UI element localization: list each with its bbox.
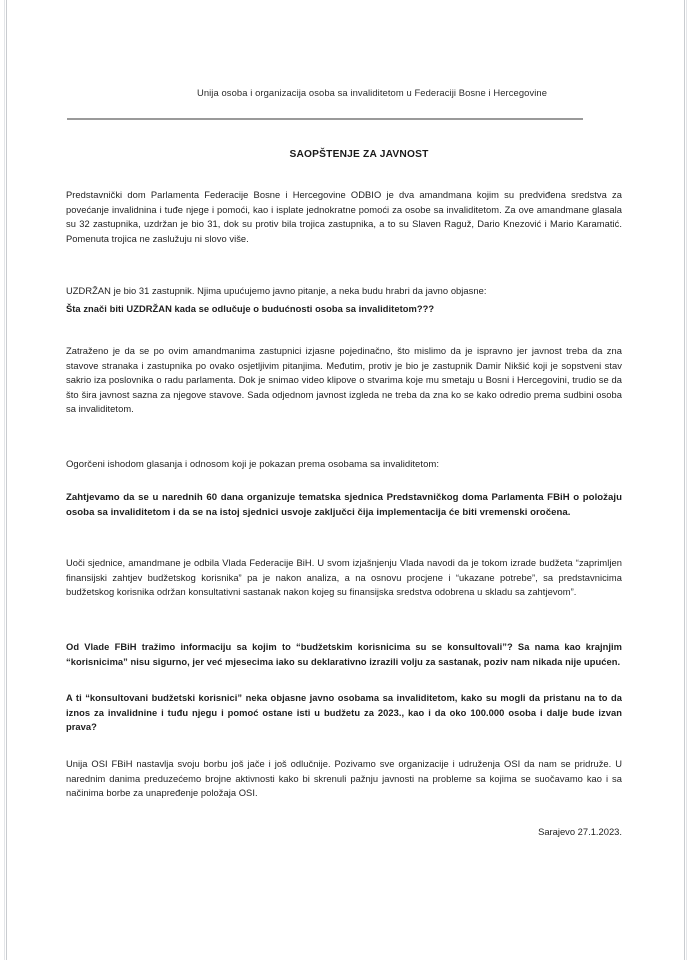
paragraph-block-5 [66,458,622,473]
paragraph-closing-call: Unija OSI FBiH nastavlja svoju borbu još jače i još odlučnije. Pozivamo sve organizacije i udruženja OSI da nam se pridruže. U narednim danima preduzećemo brojne aktivnosti kako bi skrenuli pažnju javnosti na probleme sa kojima se suočavamo kao i sa načinima borbe za unapređenje položaja OSI. [66,759,622,799]
paragraph-budget-users-question: A ti “konsultovani budžetski korisnici” neka objasne javno osobama sa invaliditetom, kako su mogli da pristanu na to da iznos za invalidnine i tuđu njegu i pomoć ostane isti u budžetu za 2023., kao i da oko 100.000 osoba i dalje bude izvan prava? [66,693,622,733]
paragraph-public-question: Šta znači biti UZDRŽAN kada se odlučuje o budućnosti osoba sa invaliditetom??? [66,304,435,314]
page-left-edge [6,0,7,960]
signature-place-date: Sarajevo 27.1.2023. [538,826,622,837]
paragraph-government-statement: Uoči sjednice, amandmane je odbila Vlada Federacije BiH. U svom izjašnjenju Vlada navodi da je tokom izrade budžeta “zaprimljen finansijski zahtjev budžetskog korisnika” pa je nakon analiza, a na osnovu procjene i “ukazane potrebe”, sa predstavnicima budžetskog korisnika održan konsultativni sastanak nakon kojeg su finansijska sredstva odobrena u skladu sa zahtjevom”. [66,558,622,598]
paragraph-block-6 [66,491,622,520]
paragraph-block-7 [66,556,622,600]
paragraph-block-3 [66,302,622,317]
paragraph-block-8 [66,640,622,669]
paragraph-information-request: Od Vlade FBiH tražimo informaciju sa kojim to “budžetskim korisnicima su se konsultovali”? Sa nama kao krajnjim “korisnicima” nisu sigurno, jer već mjesecima iako su deklarativno izrazili volju za sastanak, poziv nam nikada nije upućen. [66,642,622,667]
document-content-area [66,0,622,960]
page-left-outer-edge [4,0,5,960]
paragraph-block-10 [66,757,622,801]
page-right-edge [684,0,685,960]
paragraph-vote-outcome: Predstavnički dom Parlamenta Federacije Bosne i Hercegovine ODBIO je dva amandmana kojim su predviđena sredstva za povećanje invalidnina i tuđe njege i pomoći, kao i isplate jednokratne pomoći za osobe sa invaliditetom. Za ove amandmane glasala su 32 zastupnika, uzdržan je bio 31, dok su protiv bila trojica zastupnika, a to su Slaven Raguž, Dario Knezović i Mario Karamatić. Pomenuta trojica ne zaslužuju ni slovo više. [66,190,622,244]
paragraph-block-4 [66,344,622,417]
paragraph-individual-voting: Zatraženo je da se po ovim amandmanima zastupnici izjasne pojedinačno, što mislimo da je ispravno jer javnost treba da zna stavove stranaka i zastupnika po ovako osjetljivim pitanjima. Međutim, protiv je bio je zastupnik Damir Nikšić koji je sopstveni stav sakrio iza poslovnika o radu parlamenta. Dok je snimao video klipove o stvarima koje mu smetaju u Bosni i Hercegovini, trudio se da što šira javnost sazna za njegove stavove. Sada odjednom javnost izgleda ne treba da zna ko se kako odredio prema sudbini osoba sa invaliditetom. [66,346,622,415]
page-title: SAOPŠTENJE ZA JAVNOST [289,149,429,160]
paragraph-block-2 [66,284,622,299]
paragraph-demand: Zahtjevamo da se u narednih 60 dana organizuje tematska sjednica Predstavničkog doma Parlamenta FBiH o položaju osoba sa invaliditetom i da se na istoj sjednici usvoje zaključci čija implementacija će biti vremenski oročena. [66,492,622,518]
page-right-outer-edge [686,0,687,960]
paragraph-block-1 [66,188,622,246]
paragraph-outrage-lead: Ogorčeni ishodom glasanja i odnosom koji je pokazan prema osobama sa invaliditetom: [66,459,440,470]
organization-header: Unija osoba i organizacija osoba sa invaliditetom u Federaciji Bosne i Hercegovine [196,87,548,98]
paragraph-block-9 [66,691,622,735]
header-divider-rule [67,118,583,120]
paragraph-abstained-intro: UZDRŽAN je bio 31 zastupnik. Njima upućujemo javno pitanje, a neka budu hrabri da javno objasne: [66,286,487,296]
